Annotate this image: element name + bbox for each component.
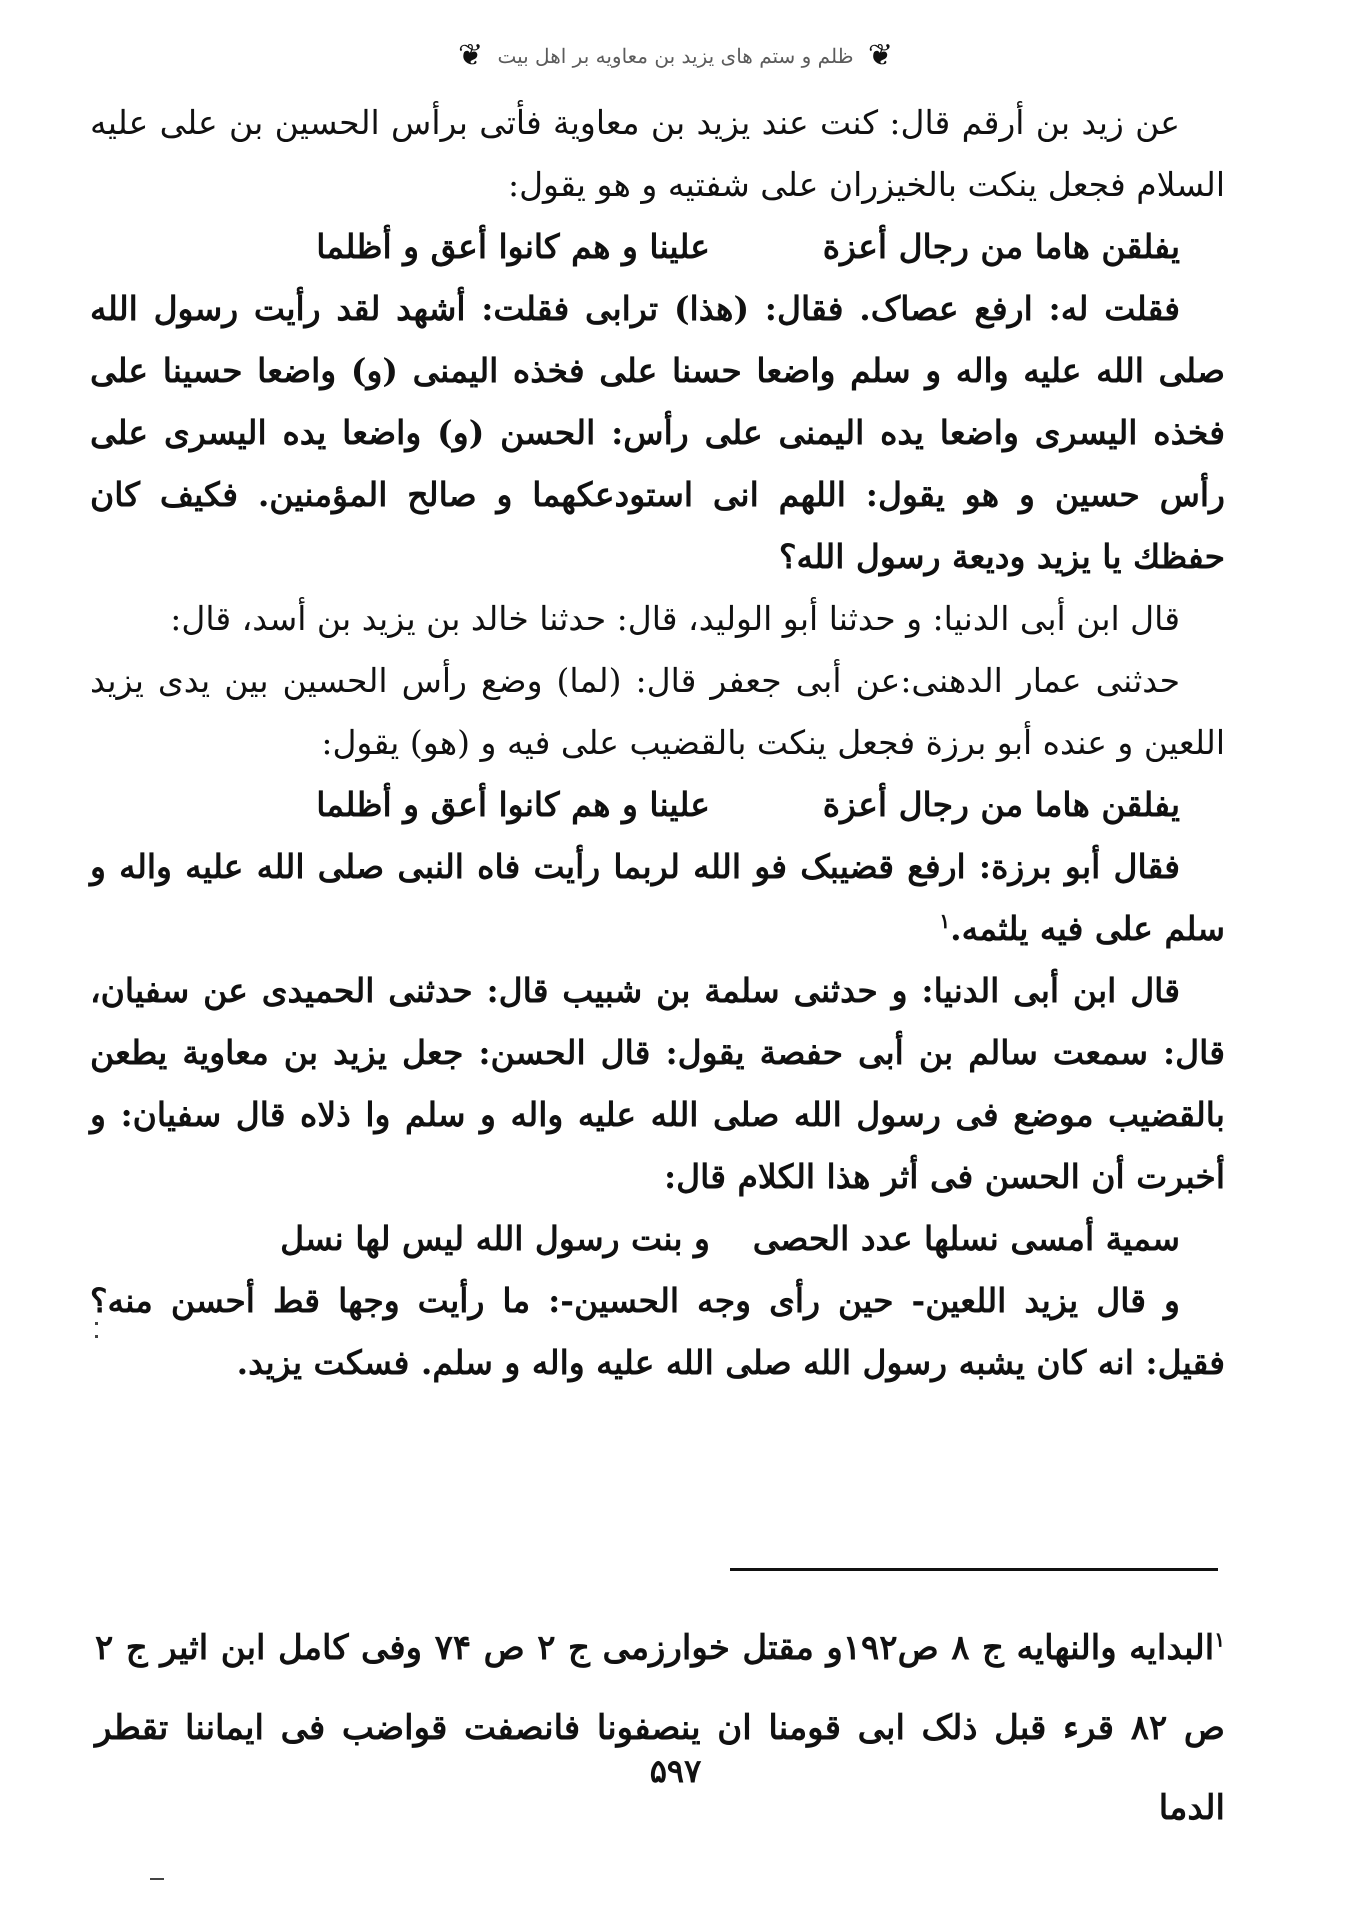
verse-line [90,774,1225,836]
verse-line [90,216,1225,278]
main-text [90,92,1225,1394]
verse-first-hemistich: يفلقن هاما من رجال أعزة [822,785,1180,824]
verse-second-hemistich: علينا و هم كانوا أعق و أظلما [316,785,710,824]
paragraph-text: فقال أبو برزة: ارفع قضيبک فو الله لربما رأيت فاه النبى صلى الله عليه واله و سلم على فيه يلثمه. [90,847,1225,948]
verse-first-hemistich: سمية أمسى نسلها عدد الحصى [752,1219,1180,1258]
scan-speck [95,1322,98,1325]
ornament-icon: ❦ [457,38,484,73]
footnote-text: البدايه والنهايه ج ٨ ص١٩٢و مقتل خوارزمى ج ٢ ص ٧۴ وفى كامل ابن اثير ج ٢ ص ٨٢ قرء قبل ذلک ابى قومنا ان ينصفونا فانصفت قواضب فى ايماننا تقطر الدما [95,1628,1225,1828]
paragraph: و قال يزيد اللعين- حين رأى وجه الحسين-: ما رأيت وجها قط أحسن منه؟ فقيل: انه كان يشبه رسول الله صلى الله عليه واله و سلم. فسكت يزيد. [90,1281,1225,1382]
verse-line [90,1208,1225,1270]
paragraph: حدثنى عمار الدهنى:عن أبى جعفر قال: (لما) وضع رأس الحسين بين يدى يزيد اللعين و عنده أبو برزة فجعل ينكت بالقضيب على فيه و (هو) يقول: [90,661,1225,762]
paragraph: عن زيد بن أرقم قال: كنت عند يزيد بن معاوية فأتى برأس الحسين بن على عليه السلام فجعل ينكت بالخيزران على شفتيه و هو يقول: [90,103,1225,204]
verse-second-hemistich: و بنت رسول الله ليس لها نسل [280,1219,710,1258]
footnote-marker: ١ [1214,1627,1225,1652]
verse-second-hemistich: علينا و هم كانوا أعق و أظلما [316,227,710,266]
scan-speck [150,1878,164,1880]
scan-speck [95,1335,98,1338]
running-title: ظلم و ستم هاى يزيد بن معاويه بر اهل بيت [497,43,854,68]
paragraph [90,836,1225,960]
paragraph: قال ابن أبى الدنيا: و حدثنى سلمة بن شبيب قال: حدثنى الحميدى عن سفيان، قال: سمعت سالم بن أبى حفصة يقول: قال الحسن: جعل يزيد بن معاوية يطعن بالقضيب موضع فى رسول الله صلى الله عليه واله و سلم وا ذلاه قال سفيان: و أخبرت أن الحسن فى أثر هذا الكلام قال: [90,971,1225,1196]
paragraph: قال ابن أبى الدنيا: و حدثنا أبو الوليد، قال: حدثنا خالد بن يزيد بن أسد، قال: [170,599,1180,638]
footnote [95,1608,1225,1848]
running-header [0,38,1351,73]
paragraph: فقلت له: ارفع عصاک. فقال: (هذا) ترابى فقلت: أشهد لقد رأيت رسول الله صلى الله عليه واله و سلم واضعا حسنا على فخذه اليمنى (و) واضعا حسينا على فخذه اليسرى واضعا يده اليمنى على رأس: الحسن (و) واضعا يده اليسرى على رأس حسين و هو يقول: اللهم انى استودعكهما و صالح المؤمنين. فكيف كان حفظك يا يزيد وديعة رسول الله؟ [90,289,1225,576]
footnote-divider [730,1568,1218,1571]
footnote-reference[interactable]: ١ [939,909,951,933]
ornament-icon: ❦ [867,38,894,73]
verse-first-hemistich: يفلقن هاما من رجال أعزة [822,227,1180,266]
page-number: ۵٩٧ [649,1752,702,1790]
